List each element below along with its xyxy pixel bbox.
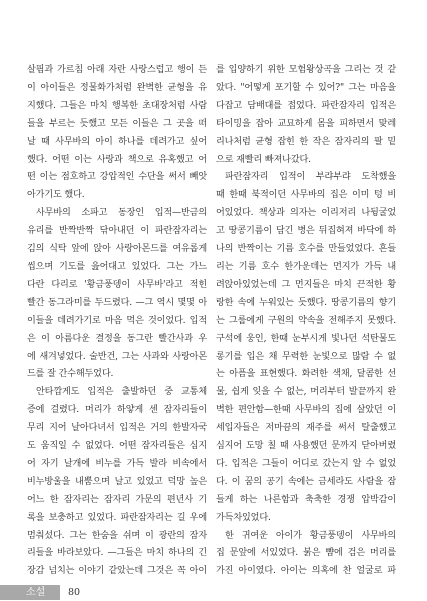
left-text-column [27, 62, 207, 581]
text-line: 집 문앞에 서있었다. 붉은 뺨에 검은 머리를 [216, 548, 396, 559]
text-line: 는 그룹에게 구원의 약속을 전해주지 못했다. [216, 315, 396, 326]
page-number: 80 [68, 587, 81, 598]
text-line: 들게 하는 나른함과 축축한 경쟁 압박감이 [216, 494, 396, 505]
text-line: 다. 이 꿈의 공기 속에는 금세라도 사람을 잠 [216, 476, 396, 487]
text-line: 빨간 동그라미를 두드렸다. —그 역시 몇몇 아 [27, 297, 207, 308]
text-line: 떤 이는 점호하고 강압적인 수단을 써서 빼앗 [27, 172, 207, 183]
text-line: 사무바의 소파고 동장인 입적—반금의 [36, 208, 207, 219]
text-line: 려앉아있었는데 그 먼지들은 마치 끈적한 황 [216, 279, 396, 290]
text-line: 살핌과 가르침 아래 자란 사랑스럽고 행이 든 [27, 65, 207, 75]
text-line: 타이밍을 잡아 교묘하게 몸을 피하면서 맞레 [216, 118, 396, 129]
text-line: 으로 재빨리 빠져나갔다. [216, 154, 311, 165]
text-line: 파란잠자리 입적이 부랴부랴 도착했을 [225, 172, 396, 183]
section-label: 소설 [26, 587, 46, 598]
text-line: 어있었다. 책상과 의자는 이리저리 나뒹굴었 [216, 208, 396, 219]
text-line: 도 움직일 수 없었다. 어떤 잠자리들은 심지 [27, 441, 207, 452]
text-line: 다. 입적은 그들이 어디로 갔는지 알 수 없었 [216, 458, 396, 469]
text-line: 가득차있었다. [216, 512, 271, 523]
text-line: 한 귀여운 아이가 황금풍뎅이 사무바의 [225, 530, 396, 541]
text-line: 아가기도 했다. [27, 190, 85, 201]
text-line: 지했다. 그들은 마치 행복한 초대장처럼 사람 [27, 100, 207, 111]
text-line: 드를 잘 간수해두었다. [27, 369, 114, 380]
text-line: 심지어 도망 칠 때 사용했던 문까지 닫아버렸 [216, 441, 396, 452]
text-line: 를 입양하기 위한 모험왕상곡을 그리는 것 같 [216, 65, 396, 75]
text-line: 에 새겨넣었다. 술반건, 그는 사과와 사랑아몬 [27, 351, 207, 362]
text-line: 날 때 사무바의 아이 하나를 데려가고 싶어 [27, 136, 207, 147]
text-line: 안타깝게도 입적은 출발하던 중 교통체 [36, 387, 207, 398]
text-line: 때 한때 북적이던 사무바의 집은 이미 텅 비 [216, 190, 396, 201]
text-line: 롱기를 입은 채 무력한 눈빛으로 많람 수 없 [216, 351, 396, 362]
text-line: 무리 지어 날아다녀서 입적은 거의 한발자국 [27, 423, 207, 434]
text-line: 김의 식탁 앞에 앉아 사랑아몬드를 여유롭게 [27, 244, 207, 255]
text-line: 물, 쉽게 잊을 수 없는, 머리부터 발끝까지 완 [216, 387, 396, 398]
text-line: 들을 부르는 듯했고 모든 이들은 그 곳을 떠 [27, 118, 207, 129]
text-line: 비누방울을 내뿜으며 날고 있었고 덕망 높은 [27, 476, 207, 487]
text-line: 은 이 아름다운 결정을 동그란 빨간사과 우 [27, 333, 207, 344]
text-line: 유리를 반짝반짝 닦아내던 이 파란잠자리는 [27, 226, 207, 237]
text-line: 어 자기 날개에 비누를 가득 발라 비속에서 [27, 458, 207, 469]
text-line: 랑한 속에 누워있는 듯했다. 땅콩기름의 향기 [216, 297, 396, 308]
text-line: 장감 넘치는 이야기 같았는데 그것은 꼭 아이 [27, 566, 207, 577]
text-line: 나의 반짝이는 기름 호수를 만들었었다. 흔들 [216, 244, 396, 255]
text-line: 리나처럼 균형 잡힌 한 작은 잠자리의 팔 밑 [216, 136, 396, 147]
text-line: 세입자들은 저마끔의 재주를 써서 탈출했고 [216, 423, 396, 434]
text-line: 이들을 데려가기로 마음 먹은 것이었다. 입적 [27, 315, 207, 326]
text-line: 다잡고 담배대를 접었다. 파란잠자리 입적은 [216, 100, 396, 111]
text-line: 았다. "어떻게 포기할 수 있어?" 그는 마음을 [216, 82, 396, 93]
text-line: 가진 아이였다. 아이는 의혹에 찬 얼굴로 파 [216, 566, 396, 577]
text-line: 멈춰섰다. 그는 한숨을 쉬며 이 광란의 잠자 [27, 530, 207, 541]
text-line: 이 아이들은 정물화가처럼 완벽한 균형을 유 [27, 82, 207, 93]
text-line: 했다. 어떤 이는 사랑과 책으로 유혹했고 어 [27, 154, 207, 165]
page-footer [0, 581, 427, 601]
text-line: 록을 보충하고 있었다. 파란잠자리는 길 우에 [27, 512, 207, 523]
text-line: 구석에 웅인, 한때 눈부시게 빛나던 석탄물도 [216, 333, 396, 344]
text-line: 다란 다리로 '황금풍뎅이 사무바'라고 적힌 [27, 279, 207, 290]
text-line: 씹으며 기도를 읊어대고 있었다. 그는 가느 [27, 261, 207, 272]
text-line: 리는 기름 호수 한가운데는 먼지가 가득 내 [216, 261, 396, 272]
text-line: 벽한 편안함—한때 사무바의 집에 살았던 이 [216, 405, 396, 416]
text-line: 증에 걸렸다. 머리가 하얗게 센 잠자리들이 [27, 405, 207, 416]
text-line: 리들을 바라보았다. —그들은 마치 하나의 긴 [27, 548, 207, 559]
right-text-column [216, 62, 396, 581]
text-line: 고 땅콩기름이 담긴 병은 뒤집혀져 바닥에 하 [216, 226, 396, 237]
text-line: 는 아픔을 표현했다. 화려한 색채, 달콤한 선 [216, 369, 396, 380]
text-line: 어느 한 잠자리는 잠자리 가문의 편년사 기 [27, 494, 207, 505]
